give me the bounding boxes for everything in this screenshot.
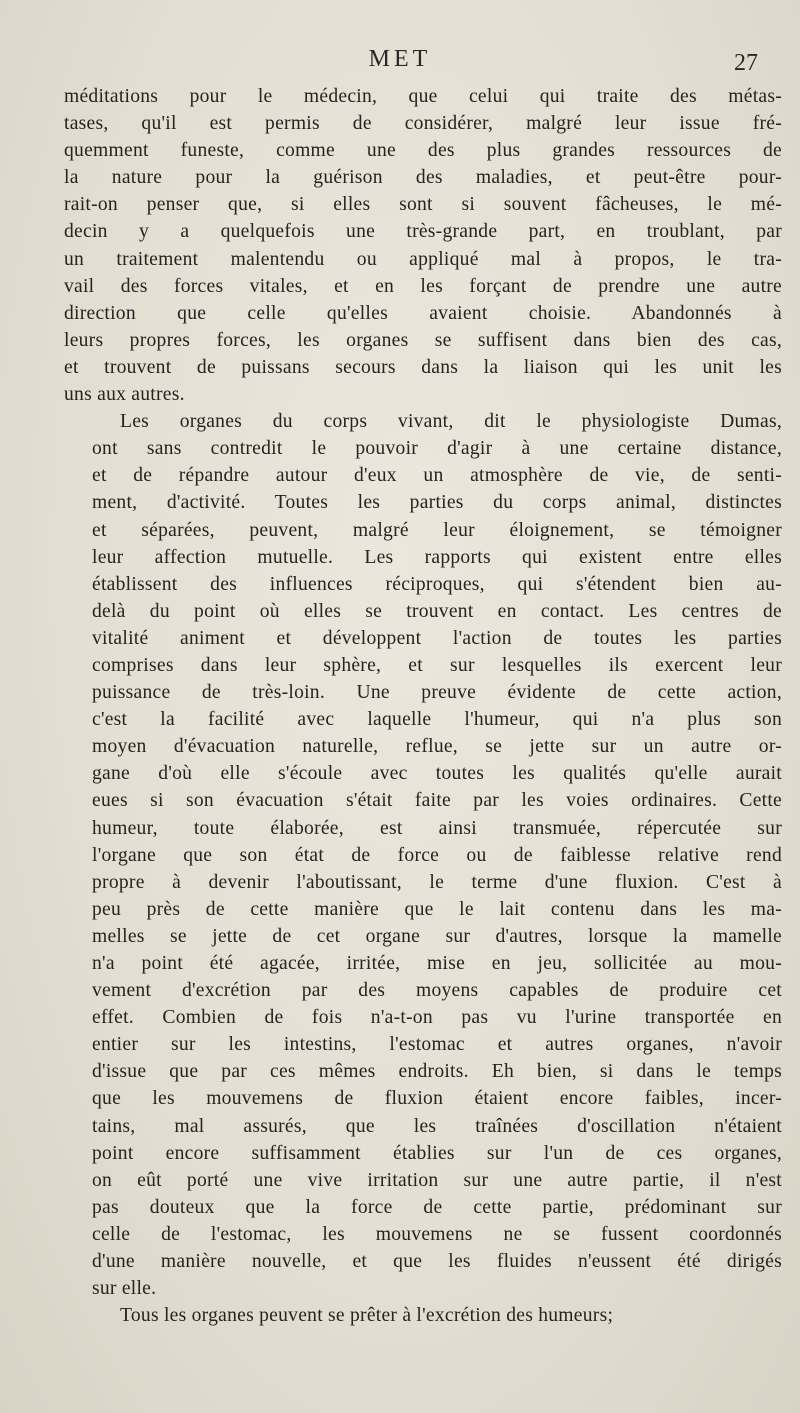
text-line: un traitement malentendu ou appliqué mal à propos, le tra- bbox=[64, 248, 782, 270]
text-line: on eût porté une vive irritation sur une autre partie, il n'est bbox=[92, 1169, 782, 1191]
text-line: effet. Combien de fois n'a-t-on pas vu l'urine transportée en bbox=[92, 1007, 782, 1029]
text-line: melles se jette de cet organe sur d'autres, lorsque la mamelle bbox=[92, 925, 782, 947]
body-text bbox=[64, 83, 782, 1329]
text-line: pas douteux que la force de cette partie, prédominant sur bbox=[92, 1196, 782, 1218]
text-line: méditations pour le médecin, que celui qui traite des métas- bbox=[64, 86, 782, 107]
text-line: celle de l'estomac, les mouvemens ne se fussent coordonnés bbox=[92, 1223, 782, 1245]
text-line: entier sur les intestins, l'estomac et autres organes, n'avoir bbox=[92, 1034, 782, 1056]
text-line: d'une manière nouvelle, et que les fluides n'eussent été dirigés bbox=[92, 1251, 782, 1273]
text-line: leur affection mutuelle. Les rapports qui existent entre elles bbox=[92, 546, 782, 568]
text-line: la nature pour la guérison des maladies, et peut-être pour- bbox=[64, 167, 782, 189]
text-line: Les organes du corps vivant, dit le physiologiste Dumas, bbox=[120, 411, 782, 433]
text-line: tains, mal assurés, que les traînées d'oscillation n'étaient bbox=[92, 1115, 782, 1137]
text-line: gane d'où elle s'écoule avec toutes les qualités qu'elle aurait bbox=[92, 763, 782, 785]
paragraph bbox=[64, 408, 782, 1302]
text-line: decin y a quelquefois une très-grande part, en troublant, par bbox=[64, 221, 782, 243]
paragraph bbox=[64, 83, 782, 408]
paragraph bbox=[64, 1302, 782, 1329]
text-line: leurs propres forces, les organes se suffisent dans bien des cas, bbox=[64, 329, 782, 351]
page-number: 27 bbox=[734, 50, 758, 76]
text-line: vement d'excrétion par des moyens capables de produire cet bbox=[92, 980, 782, 1002]
text-line: puissance de très-loin. Une preuve évidente de cette action, bbox=[92, 682, 782, 704]
text-line: propre à devenir l'aboutissant, le terme d'une fluxion. C'est à bbox=[92, 871, 782, 893]
text-line: humeur, toute élaborée, est ainsi transmuée, répercutée sur bbox=[92, 817, 782, 839]
text-line: que les mouvemens de fluxion étaient encore faibles, incer- bbox=[92, 1088, 782, 1110]
text-line: ont sans contredit le pouvoir d'agir à une certaine distance, bbox=[92, 438, 782, 460]
text-line: eues si son évacuation s'était faite par les voies ordinaires. Cette bbox=[92, 790, 782, 812]
page-header bbox=[0, 46, 800, 80]
text-line: établissent des influences réciproques, qui s'étendent bien au- bbox=[92, 573, 782, 595]
text-line: vail des forces vitales, et en les forçant de prendre une autre bbox=[64, 275, 782, 297]
running-head: MET bbox=[368, 46, 432, 72]
text-line: moyen d'évacuation naturelle, reflue, se jette sur un autre or- bbox=[92, 736, 782, 758]
text-line: n'a point été agacée, irritée, mise en jeu, sollicitée au mou- bbox=[92, 953, 782, 974]
text-line: rait-on penser que, si elles sont si souvent fâcheuses, le mé- bbox=[64, 194, 782, 216]
text-line: delà du point où elles se trouvent en contact. Les centres de bbox=[92, 600, 782, 622]
text-line: d'issue que par ces mêmes endroits. Eh bien, si dans le temps bbox=[92, 1061, 782, 1083]
text-line: direction que celle qu'elles avaient choisie. Abandonnés à bbox=[64, 302, 782, 324]
text-line: sur elle. bbox=[92, 1278, 157, 1300]
text-line: quemment funeste, comme une des plus grandes ressources de bbox=[64, 140, 782, 162]
text-line: Tous les organes peuvent se prêter à l'excrétion des humeurs; bbox=[120, 1305, 614, 1327]
text-line: point encore suffisamment établies sur l'un de ces organes, bbox=[92, 1142, 782, 1164]
text-line: comprises dans leur sphère, et sur lesquelles ils exercent leur bbox=[92, 654, 782, 676]
text-line: uns aux autres. bbox=[64, 384, 185, 406]
text-line: peu près de cette manière que le lait contenu dans les ma- bbox=[92, 898, 782, 920]
text-line: et séparées, peuvent, malgré leur éloignement, se témoigner bbox=[92, 519, 782, 541]
text-line: l'organe que son état de force ou de faiblesse relative rend bbox=[92, 844, 782, 866]
text-line: et trouvent de puissans secours dans la liaison qui les unit les bbox=[64, 356, 782, 378]
text-line: c'est la facilité avec laquelle l'humeur, qui n'a plus son bbox=[92, 709, 782, 731]
text-line: vitalité animent et développent l'action de toutes les parties bbox=[92, 627, 782, 649]
text-line: ment, d'activité. Toutes les parties du corps animal, distinctes bbox=[92, 492, 782, 514]
text-line: tases, qu'il est permis de considérer, malgré leur issue fré- bbox=[64, 113, 782, 135]
text-line: et de répandre autour d'eux un atmosphère de vie, de senti- bbox=[92, 465, 782, 487]
